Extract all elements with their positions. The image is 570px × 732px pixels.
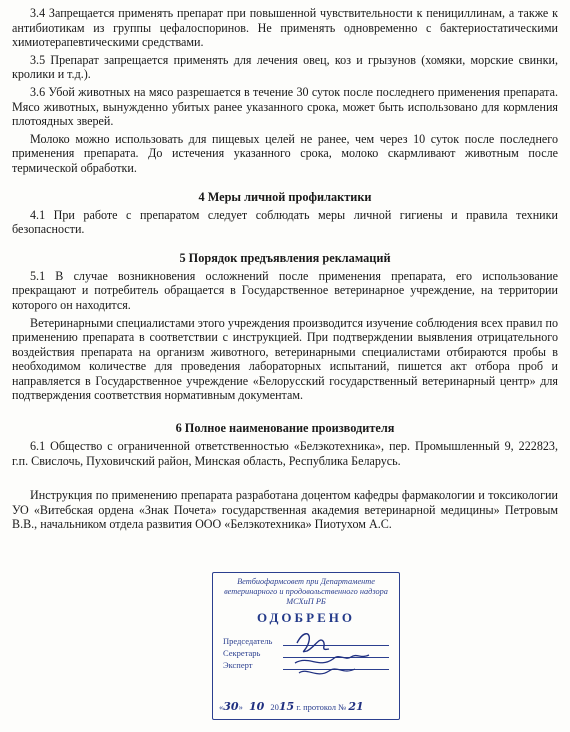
paragraph-6-1: 6.1 Общество с ограниченной ответственностью «Белэкотехника», пер. Промышленный 9, 222823, г.п. Свислочь, Пуховичский район, Минская область, Республика Беларусь. bbox=[12, 439, 558, 468]
handwritten-signatures bbox=[289, 629, 373, 703]
section-5-title: 5 Порядок предъявления рекламаций bbox=[179, 250, 391, 265]
stamp-protocol-label: г. протокол № bbox=[296, 702, 347, 712]
stamp-chair-label: Председатель bbox=[223, 636, 273, 646]
stamp-expert-label: Эксперт bbox=[223, 660, 253, 670]
section-6-title: 6 Полное наименование производителя bbox=[175, 421, 395, 436]
section-4-title: 4 Меры личной профилактики bbox=[198, 189, 372, 204]
paragraph-3-4: 3.4 Запрещается применять препарат при повышенной чувствительности к пенициллинам, а также к антибиотикам из группы цефалоспоринов. Не применять одновременно с бактериостатическими химиотерапевтическими средствами. bbox=[12, 6, 558, 50]
stamp-header: Ветбиофармсовет при Департаменте ветеринарного и продовольственного надзора МСХиП РБ bbox=[224, 577, 388, 606]
paragraph-5-2: Ветеринарными специалистами этого учреждения производится изучение соблюдения всех правил по применению препарата в соответствии с инструкцией. При подтверждении выявления отрицательного воздействия препарата на организм животного, ветеринарными специалистами отбираются пробы в необходимом количестве для проведения лабораторных испытаний, пишется акт отбора проб и направляется в Государственное учреждение «Белорусский государственный ветеринарный центр» для подтверждения соответствия нормативным документам. bbox=[12, 315, 558, 403]
paragraph-3-5: 3.5 Препарат запрещается применять для лечения овец, коз и грызунов (хомяки, морские свинки, кролики и т.д.). bbox=[12, 52, 558, 82]
document-body bbox=[12, 6, 558, 532]
paragraph-authors: Инструкция по применению препарата разработана доцентом кафедры фармакологии и токсикологии УО «Витебская ордена «Знак Почета» государственная академия ветеринарной медицины» Петровым В.В., начальником отдела развития ООО «Белэкотехника» Пиотухом А.С. bbox=[12, 488, 558, 532]
paragraph-3-6: 3.6 Убой животных на мясо разрешается в течение 30 суток после последнего применения препарата. Мясо животных, вынужденно убитых ранее указанного срока, может быть использовано для кормления плотоядных зверей. bbox=[12, 84, 558, 129]
stamp-protocol-number: 21 bbox=[348, 700, 364, 713]
stamp-date-open: « bbox=[219, 702, 224, 712]
paragraph-4-1: 4.1 При работе с препаратом следует соблюдать меры личной гигиены и правила техники безопасности. bbox=[12, 207, 558, 237]
approval-stamp bbox=[212, 572, 400, 720]
stamp-year: 15 bbox=[278, 700, 295, 713]
paragraph-5-1: 5.1 В случае возникновения осложнений после применения препарата, его использование прекращают и потребитель обращается в Государственное ветеринарное учреждение, на территории которого он находится. bbox=[12, 268, 558, 312]
secretary-signature bbox=[295, 655, 369, 663]
stamp-month: 10 bbox=[248, 700, 265, 713]
paragraph-milk: Молоко можно использовать для пищевых целей не ранее, чем через 10 суток после последнего применения препарата. До истечения указанного срока, молоко скармливают животным после термической обработки. bbox=[12, 131, 558, 175]
stamp-title: ОДОБРЕНО bbox=[257, 610, 355, 625]
stamp-secretary-label: Секретарь bbox=[223, 648, 261, 658]
stamp-year-prefix: 20 bbox=[270, 702, 279, 712]
expert-signature bbox=[299, 669, 355, 674]
stamp-day: 30 bbox=[223, 700, 239, 713]
stamp-date-close: » bbox=[238, 702, 243, 712]
chair-signature bbox=[297, 634, 329, 652]
